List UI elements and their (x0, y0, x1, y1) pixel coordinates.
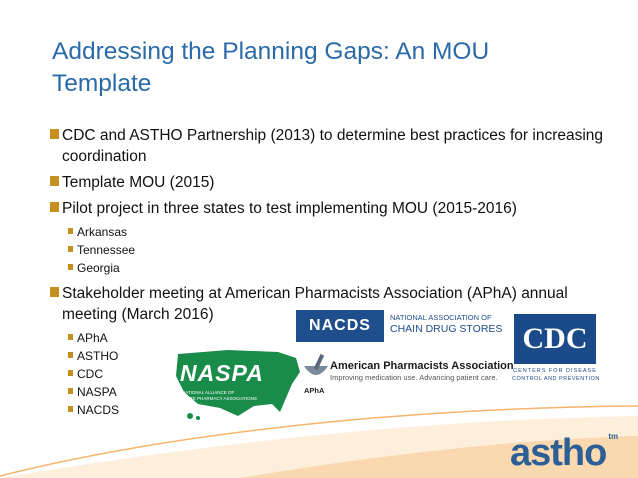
nacds-logo (296, 310, 502, 342)
sub-bullet-text: Arkansas (77, 225, 128, 239)
sub-bullet-item (68, 401, 610, 419)
apha-logo-short: APhA (304, 386, 325, 395)
naspa-logo-line2: STATE PHARMACY ASSOCIATIONS (182, 396, 257, 401)
sub-bullet-item (68, 223, 610, 241)
cdc-logo-line2: CONTROL AND PREVENTION (512, 376, 600, 382)
bullet-square-icon (68, 228, 73, 234)
sub-bullet-text: Georgia (77, 261, 120, 275)
bullet-text: CDC and ASTHO Partnership (2013) to determine best practices for increasing coordination (62, 127, 604, 165)
bullet-square-icon (68, 264, 73, 270)
cdc-logo-mark: CDC (514, 314, 596, 364)
nacds-logo-line1: NATIONAL ASSOCIATION OF (390, 313, 492, 322)
nacds-logo-line2: CHAIN DRUG STORES (390, 323, 503, 335)
cdc-logo (512, 314, 598, 384)
bullet-text: Template MOU (2015) (62, 174, 215, 191)
bullet-square-icon (50, 129, 59, 139)
bullet-square-icon (68, 246, 73, 252)
apha-logo-tagline: Improving medication use. Advancing patient care. (330, 373, 498, 382)
naspa-logo-line1: NATIONAL ALLIANCE OF (182, 390, 235, 395)
bullet-item (50, 125, 610, 167)
sub-bullet-text: NACDS (77, 403, 120, 417)
bullet-square-icon (50, 202, 59, 212)
bullet-square-icon (68, 334, 73, 340)
cdc-logo-line1: CENTERS FOR DISEASE (513, 368, 597, 374)
bullet-text: Stakeholder meeting at American Pharmacists Association (APhA) annual meeting (March 2016) (62, 285, 568, 323)
sub-bullet-text: APhA (77, 331, 108, 345)
bullet-item (50, 198, 610, 219)
bullet-square-icon (68, 388, 73, 394)
bullet-square-icon (68, 406, 73, 412)
astho-logo (510, 432, 618, 475)
sub-bullet-item (68, 241, 610, 259)
nacds-logo-mark: NACDS (296, 310, 384, 342)
naspa-logo (168, 346, 310, 422)
bullet-item (50, 172, 610, 193)
astho-logo-tm: tm (608, 432, 619, 441)
sub-bullet-item (68, 259, 610, 277)
bullet-square-icon (50, 176, 59, 186)
slide-title: Addressing the Planning Gaps: An MOU Template (52, 38, 490, 97)
astho-logo-text: astho (510, 432, 607, 474)
sub-bullet-text: CDC (77, 367, 103, 381)
naspa-logo-mark: NASPA (180, 360, 264, 386)
sub-bullet-text: NASPA (77, 385, 117, 399)
bullet-text: Pilot project in three states to test implementing MOU (2015-2016) (62, 200, 517, 217)
sub-bullet-list (68, 223, 610, 277)
bullet-square-icon (50, 287, 59, 297)
bullet-square-icon (68, 370, 73, 376)
apha-logo (300, 346, 514, 398)
apha-logo-name: American Pharmacists Association (330, 360, 514, 372)
sub-bullet-text: Tennessee (77, 243, 136, 257)
bullet-square-icon (68, 352, 73, 358)
sub-bullet-text: ASTHO (77, 349, 119, 363)
